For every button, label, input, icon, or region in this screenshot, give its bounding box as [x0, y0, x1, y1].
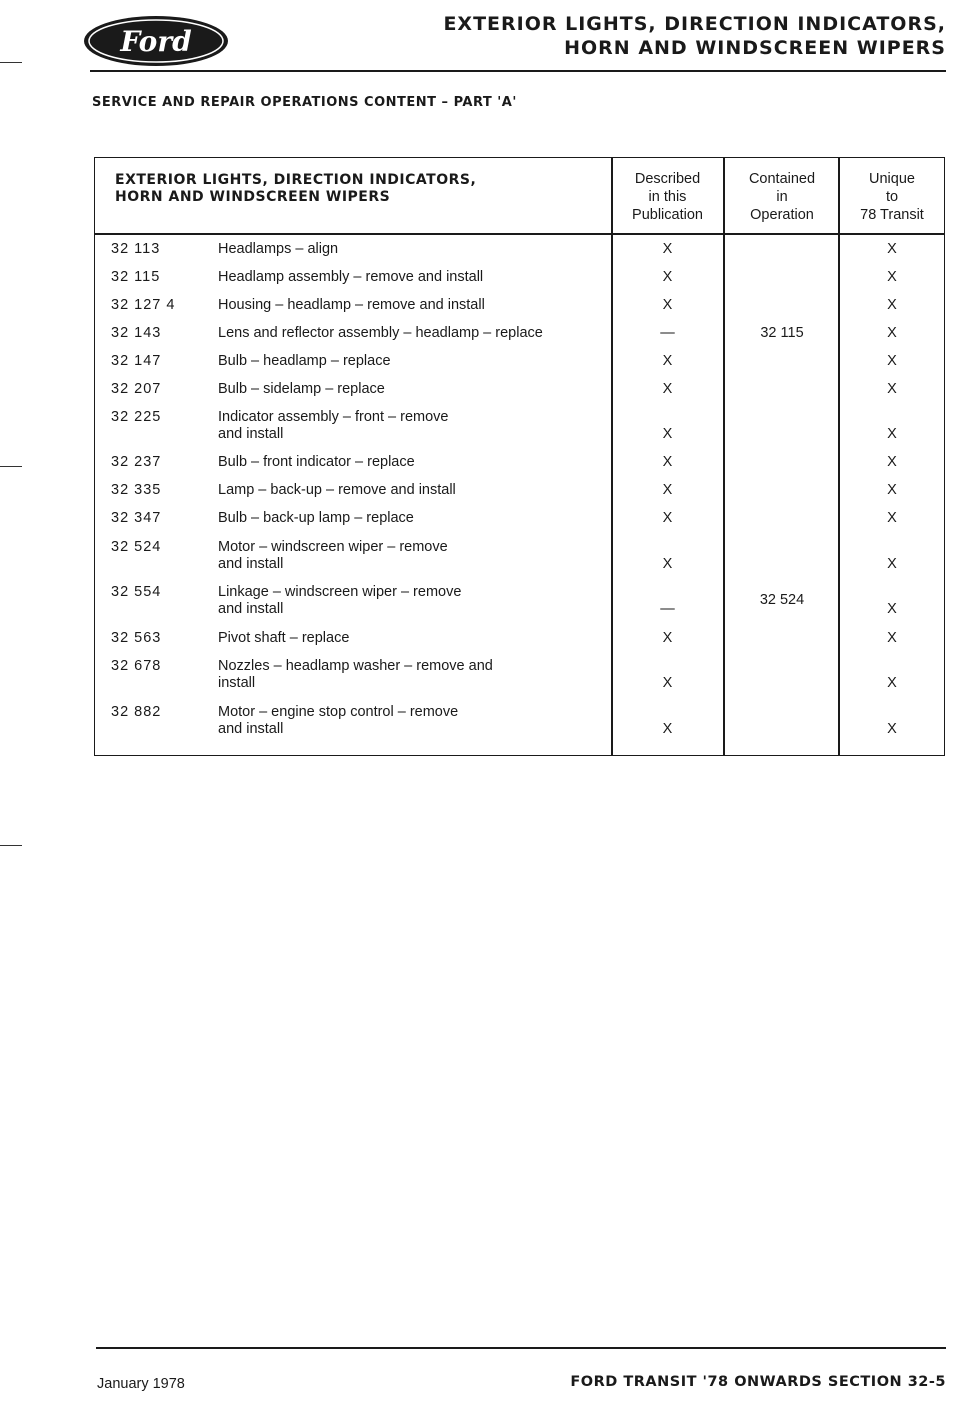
header-title-line1: EXTERIOR LIGHTS, DIRECTION INDICATORS, — [443, 13, 946, 35]
page-header-title — [443, 12, 946, 60]
operation-code: 32 115 — [111, 269, 161, 285]
description-line: and install — [218, 556, 284, 572]
description-line: Headlamp assembly – remove and install — [218, 269, 484, 285]
operation-description — [218, 510, 618, 527]
column-header-described — [612, 170, 723, 224]
described-mark: X — [662, 426, 673, 442]
operation-code: 32 127 4 — [111, 297, 176, 313]
column-header-line: in — [776, 189, 788, 205]
described-mark: X — [662, 556, 673, 572]
described-mark: — — [660, 601, 675, 617]
operation-code: 32 524 — [111, 539, 162, 555]
table-heading-line2: HORN AND WINDSCREEN WIPERS — [115, 189, 391, 205]
operation-description — [218, 325, 618, 342]
column-header-line: Unique — [869, 171, 915, 187]
operation-description — [218, 704, 618, 738]
operation-code: 32 563 — [111, 630, 162, 646]
operation-description — [218, 630, 618, 647]
column-header-line: to — [885, 189, 899, 205]
unique-mark: X — [887, 721, 897, 737]
column-header-line: 78 Transit — [860, 207, 924, 223]
description-line: Housing – headlamp – remove and install — [218, 297, 485, 313]
described-mark: X — [662, 353, 673, 369]
operation-description — [218, 269, 618, 286]
operation-description — [218, 381, 618, 398]
operation-description — [218, 539, 618, 573]
scan-mark — [0, 845, 22, 846]
described-mark: X — [662, 721, 673, 737]
column-header-line: Operation — [750, 207, 814, 223]
ford-logo — [82, 14, 230, 68]
footer-divider — [96, 1347, 946, 1349]
description-line: Linkage – windscreen wiper – remove — [218, 584, 462, 600]
operation-code: 32 225 — [111, 409, 162, 425]
unique-mark: X — [887, 482, 897, 498]
section-subtitle: SERVICE AND REPAIR OPERATIONS CONTENT – PART 'A' — [92, 95, 517, 110]
operation-description — [218, 297, 618, 314]
unique-mark: X — [887, 241, 897, 257]
operation-code: 32 143 — [111, 325, 162, 341]
unique-mark: X — [887, 454, 897, 470]
unique-mark: X — [887, 510, 897, 526]
operation-description — [218, 482, 618, 499]
unique-mark: X — [887, 269, 897, 285]
operation-code: 32 347 — [111, 510, 162, 526]
footer-publication: FORD TRANSIT '78 ONWARDS SECTION 32-5 — [570, 1374, 946, 1390]
contained-operation: 32 524 — [759, 592, 805, 608]
description-line: Indicator assembly – front – remove — [218, 409, 449, 425]
operation-code: 32 554 — [111, 584, 162, 600]
description-line: Bulb – back-up lamp – replace — [218, 510, 414, 526]
header-title-line2: HORN AND WINDSCREEN WIPERS — [564, 37, 946, 59]
description-line: Bulb – headlamp – replace — [218, 353, 391, 369]
unique-mark: X — [887, 675, 897, 691]
scan-mark — [0, 466, 22, 467]
described-mark: X — [662, 675, 673, 691]
operation-code: 32 147 — [111, 353, 162, 369]
description-line: Pivot shaft – replace — [218, 630, 350, 646]
operation-code: 32 678 — [111, 658, 162, 674]
operation-description — [218, 353, 618, 370]
header-divider — [90, 70, 946, 72]
column-header-line: in this — [648, 189, 687, 205]
description-line: Lamp – back-up – remove and install — [218, 482, 456, 498]
operation-description — [218, 584, 618, 618]
described-mark: X — [662, 510, 673, 526]
described-mark: X — [662, 454, 673, 470]
description-line: and install — [218, 426, 284, 442]
description-line: Motor – windscreen wiper – remove — [218, 539, 448, 555]
operation-description — [218, 409, 618, 443]
operation-code: 32 335 — [111, 482, 162, 498]
unique-mark: X — [887, 381, 897, 397]
column-header-line: Described — [634, 171, 701, 187]
column-divider — [723, 158, 725, 755]
operation-description — [218, 241, 618, 258]
contained-operation: 32 115 — [760, 325, 804, 341]
operation-code: 32 113 — [111, 241, 161, 257]
column-header-line: Publication — [632, 207, 703, 223]
column-header-line: Contained — [748, 171, 816, 187]
description-line: Lens and reflector assembly – headlamp – replace — [218, 325, 543, 341]
description-line: Bulb – front indicator – replace — [218, 454, 415, 470]
operation-code: 32 207 — [111, 381, 162, 397]
scan-mark — [0, 62, 22, 63]
described-mark: X — [662, 482, 673, 498]
described-mark: X — [662, 297, 673, 313]
table-heading — [115, 172, 476, 206]
operation-code: 32 882 — [111, 704, 162, 720]
operation-description — [218, 454, 618, 471]
unique-mark: X — [887, 426, 897, 442]
unique-mark: X — [887, 630, 897, 646]
unique-mark: X — [887, 556, 897, 572]
column-header-contained — [725, 170, 839, 224]
unique-mark: X — [887, 353, 897, 369]
described-mark: X — [662, 381, 673, 397]
unique-mark: X — [887, 325, 897, 341]
operation-description — [218, 658, 618, 692]
description-line: Motor – engine stop control – remove — [218, 704, 459, 720]
description-line: Nozzles – headlamp washer – remove and — [218, 658, 493, 674]
description-line: and install — [218, 721, 284, 737]
unique-mark: X — [887, 601, 897, 617]
description-line: install — [218, 675, 256, 691]
description-line: Headlamps – align — [218, 241, 339, 257]
described-mark: X — [662, 269, 673, 285]
header-row-divider — [95, 233, 944, 235]
operation-code: 32 237 — [111, 454, 162, 470]
described-mark: X — [662, 630, 673, 646]
footer-date: January 1978 — [97, 1376, 185, 1392]
logo-text: Ford — [120, 25, 192, 58]
description-line: Bulb – sidelamp – replace — [218, 381, 385, 397]
unique-mark: X — [887, 297, 897, 313]
described-mark: X — [662, 241, 673, 257]
column-header-unique — [840, 170, 944, 224]
table-heading-line1: EXTERIOR LIGHTS, DIRECTION INDICATORS, — [115, 172, 477, 188]
description-line: and install — [218, 601, 284, 617]
operations-table — [94, 157, 945, 756]
described-mark: — — [660, 325, 675, 341]
